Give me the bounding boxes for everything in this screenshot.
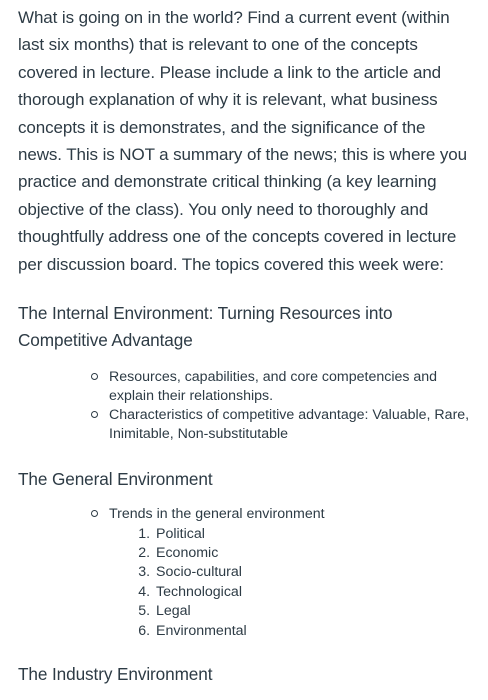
hollow-circle-bullet-icon	[91, 373, 98, 380]
trend-item: 1. Political	[154, 525, 470, 544]
bullet-item	[90, 406, 470, 443]
trend-item: 2. Economic	[154, 544, 470, 563]
bullet-item	[90, 368, 470, 405]
trend-item: 4. Technological	[154, 583, 470, 602]
heading-general-environment: The General Environment	[18, 468, 213, 489]
bullet-text: Resources, capabilities, and core competencies and explain their relationships.	[109, 369, 438, 404]
trend-item: 5. Legal	[154, 602, 470, 621]
hollow-circle-bullet-icon	[91, 411, 98, 418]
trends-numbered-list	[109, 525, 470, 641]
heading-internal-environment: The Internal Environment: Turning Resources into Competitive Advantage	[18, 303, 393, 351]
bullet-item	[90, 505, 470, 641]
heading-industry-environment: The Industry Environment	[18, 664, 213, 685]
hollow-circle-bullet-icon	[91, 510, 98, 517]
general-environment-bullet-list	[18, 505, 470, 641]
trend-item: 6. Environmental	[154, 622, 470, 641]
bullet-text: Trends in the general environment	[109, 505, 325, 522]
prompt-paragraph: What is going on in the world? Find a current event (within last six months) that is relevant to one of the concepts covered in lecture. Please include a link to the article and thorough explanation of why it is relevant, what business concepts it is demonstrates, and the significance of the news. This is NOT a summary of the news; this is where you practice and demonstrate critical thinking (a key learning objective of the class). You only need to thoroughly and thoughtfully address one of the concepts covered in lecture per discussion board. The topics covered this week were:	[18, 8, 467, 274]
internal-environment-bullet-list	[18, 368, 470, 444]
trend-item: 3. Socio-cultural	[154, 563, 470, 582]
bullet-text: Characteristics of competitive advantage: Valuable, Rare, Inimitable, Non-substitutable	[109, 407, 470, 443]
